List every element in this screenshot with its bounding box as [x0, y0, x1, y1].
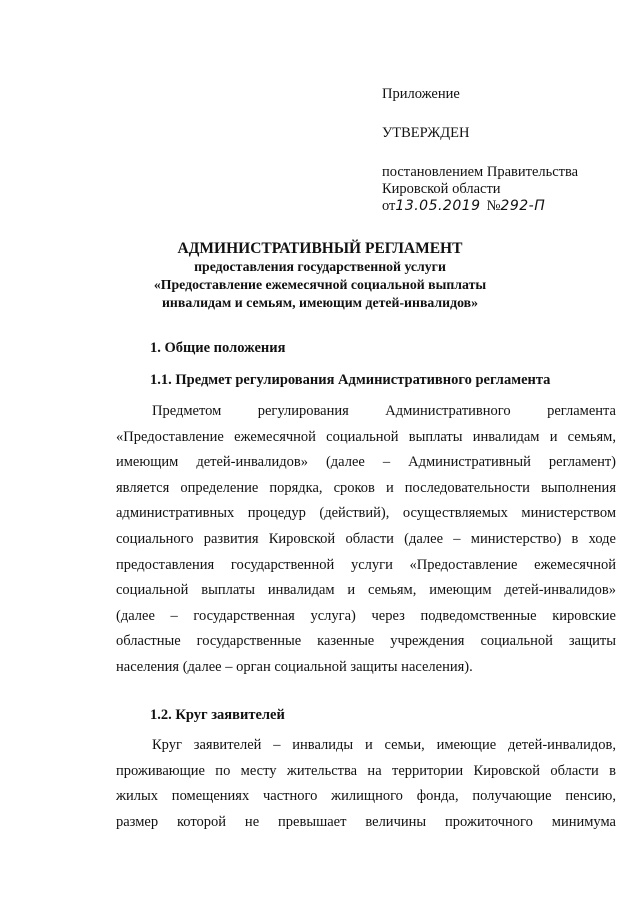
paragraph-line: предоставления государственной услуги «Предоставление ежемесячной: [116, 556, 616, 573]
approval-block: [382, 86, 622, 215]
title-line2: предоставления государственной услуги: [194, 259, 446, 274]
paragraph-line: имеющим детей-инвалидов» (далее – Административный регламент): [116, 454, 616, 471]
paragraph-line: административных процедур (действий), осуществляемых министерством: [116, 505, 616, 522]
number-prefix: №: [486, 198, 501, 214]
approved-label: УТВЕРЖДЕН: [382, 125, 470, 141]
paragraph-line: населения (далее – орган социальной защиты населения).: [116, 658, 473, 675]
paragraph-applicants: [116, 733, 616, 835]
paragraph-line: размер которой не превышает величины прожиточного минимума: [116, 813, 616, 830]
paragraph-line: проживающие по месту жительства на территории Кировской области в: [116, 762, 616, 779]
date-prefix: от: [382, 198, 396, 214]
paragraph-line: (далее – государственная услуга) через подведомственные кировские: [116, 607, 616, 624]
decree-date-line: [382, 198, 622, 215]
handwritten-number: 292-П: [500, 198, 546, 214]
paragraph-line: жилых помещениях частного жилищного фонда, получающие пенсию,: [116, 788, 616, 805]
paragraph-line: является определение порядка, сроков и последовательности выполнения: [116, 479, 616, 496]
paragraph-line: Предметом регулирования Административного регламента: [152, 403, 616, 419]
title-line1: АДМИНИСТРАТИВНЫЙ РЕГЛАМЕНТ: [177, 240, 463, 257]
decree-text-line2: Кировской области: [382, 181, 501, 197]
paragraph-line: Круг заявителей – инвалиды и семьи, имеющие детей-инвалидов,: [152, 737, 616, 753]
document-title: [100, 240, 540, 312]
title-line4: инвалидам и семьям, имеющим детей-инвалидов»: [161, 295, 478, 310]
section-heading-applicants: 1.2. Круг заявителей: [150, 707, 285, 723]
appendix-label: Приложение: [382, 86, 460, 102]
paragraph-line: «Предоставление ежемесячной социальной выплаты инвалидам и семьям,: [116, 428, 616, 445]
paragraph-subject: [116, 399, 616, 681]
section-heading-subject: 1.1. Предмет регулирования Административного регламента: [150, 372, 551, 388]
handwritten-date: 13.05.2019: [395, 198, 481, 214]
paragraph-line: социальной выплаты инвалидам и семьям, имеющим детей-инвалидов»: [116, 582, 616, 599]
title-line3: «Предоставление ежемесячной социальной выплаты: [153, 277, 487, 292]
paragraph-line: областные государственные казенные учреждения социальной защиты: [116, 633, 616, 650]
section-heading-general: 1. Общие положения: [150, 340, 286, 356]
decree-text-line1: постановлением Правительства: [382, 164, 579, 180]
paragraph-line: социального развития Кировской области (далее – министерство) в ходе: [116, 530, 616, 547]
